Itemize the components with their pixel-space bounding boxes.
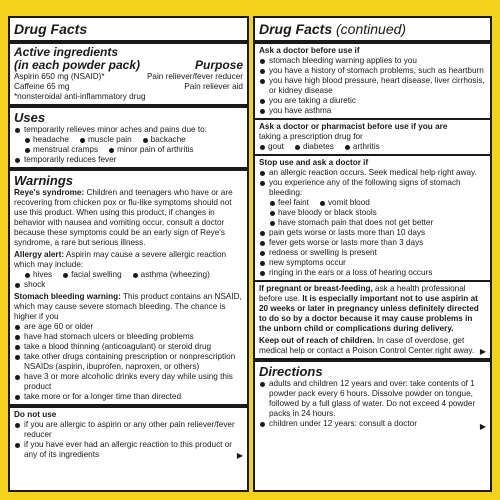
ask-doctor-item: you are taking a diuretic <box>259 96 486 106</box>
drug-facts-right-panel <box>253 16 492 492</box>
directions-item: adults and children 12 years and over: take contents of 1 powder pack every 6 hours. Dissolve powder on tongue, followed by a full glass of water. Do not exceed 4 powder packs in 24 hours. <box>259 379 486 419</box>
ingredient-purpose: Pain reliever/fever reducer <box>146 72 243 81</box>
do-not-use-item: if you have ever had an allergic reaction to this product or any of its ingredients <box>14 440 243 460</box>
bleeding-sign: have bloody or black stools <box>269 208 377 218</box>
stop-use-title: Stop use and ask a doctor if <box>259 158 369 167</box>
ingredient-row <box>14 72 243 82</box>
drug-facts-left-panel <box>8 16 249 492</box>
continue-arrow-icon: ▶ <box>479 422 486 431</box>
pregnancy-label: If pregnant or breast-feeding, <box>259 284 373 293</box>
allergy-alert: Allergy alert: Aspirin may cause a severe allergic reaction which may include: <box>14 250 227 269</box>
do-not-use-item: if you are allergic to aspirin or any other pain reliever/fever reducer <box>14 420 243 440</box>
stomach-item: are age 60 or older <box>14 322 243 332</box>
prescription-item: arthritis <box>344 142 380 152</box>
stop-use-item: redness or swelling is present <box>259 248 486 258</box>
continue-arrow-icon: ▶ <box>236 451 243 460</box>
stomach-item: take more or for a longer time than directed <box>14 392 243 402</box>
allergy-label: Allergy alert: <box>14 250 65 259</box>
ingredient-name: Aspirin 650 mg (NSAID)* <box>14 72 105 81</box>
ask-pharmacist-line: taking a prescription drug for <box>259 132 363 141</box>
keep-out-label: Keep out of reach of children. <box>259 336 375 345</box>
stomach-bleeding-warning: Stomach bleeding warning: This product contains an NSAID, which may cause severe stomach bleeding. The chance is higher if you <box>14 292 242 321</box>
nsaid-footnote: *nonsteroidal anti-inflammatory drug <box>14 92 146 101</box>
uses-item: headache <box>24 135 69 145</box>
continue-arrow-icon: ▶ <box>479 347 486 356</box>
do-not-use-title: Do not use <box>14 410 57 419</box>
warnings-title: Warnings <box>14 173 73 188</box>
ask-doctor-item: you have asthma <box>259 106 486 116</box>
allergy-item: shock <box>14 280 243 290</box>
stomach-item: have 3 or more alcoholic drinks every day while using this product <box>14 372 243 392</box>
uses-last: temporarily reduces fever <box>14 155 243 165</box>
ask-pharmacist-title: Ask a doctor or pharmacist before use if you are <box>259 122 448 131</box>
allergy-list <box>14 270 243 280</box>
bleeding-sign: feel faint <box>269 198 309 208</box>
allergy-item: hives <box>24 270 52 280</box>
active-ingredients-title: Active ingredients <box>14 45 119 59</box>
active-ingredients-section <box>10 44 247 108</box>
purpose-heading: Purpose <box>194 58 243 72</box>
stop-use-item: fever gets worse or lasts more than 3 days <box>259 238 486 248</box>
uses-list <box>14 135 243 155</box>
uses-item: muscle pain <box>79 135 132 145</box>
keep-out-of-reach: Keep out of reach of children. In case of overdose, get medical help or contact a Poison Control Center right away. <box>259 336 475 355</box>
stop-use-item: pain gets worse or lasts more than 10 days <box>259 228 486 238</box>
drug-facts-continued-header <box>255 18 490 44</box>
bleeding-signs-list <box>259 198 486 228</box>
panel-title: Drug Facts <box>14 21 88 37</box>
ask-doctor-item: you have a history of stomach problems, such as heartburn <box>259 66 486 76</box>
reye-label: Reye's syndrome: <box>14 188 85 197</box>
do-not-use-section <box>10 406 247 462</box>
ask-doctor-title: Ask a doctor before use if <box>259 46 360 55</box>
stop-use-item: an allergic reaction occurs. Seek medical help right away. <box>259 168 486 178</box>
stomach-item: take a blood thinning (anticoagulant) or steroid drug <box>14 342 243 352</box>
directions-section <box>255 362 490 431</box>
ask-doctor-item: you have high blood pressure, heart disease, liver cirrhosis, or kidney disease <box>259 76 486 96</box>
stop-use-section <box>255 156 490 282</box>
bleeding-sign: vomit blood <box>319 198 370 208</box>
reye-warning: Reye's syndrome: Children and teenagers who have or are recovering from chicken pox or flu-like symptoms should not use this product. When using this product, if changes in behavior with nausea and vomiting occur, consult a doctor because these symptoms could be an early sign of Reye's syndrome, a rare but serious illness. <box>14 188 233 247</box>
ingredient-purpose: Pain reliever aid <box>184 82 243 91</box>
pregnancy-bold-warning: It is especially important not to use aspirin at 20 weeks or later in pregnancy unless definitely directed to do so by a doctor because it may cause problems in the unborn child or complications during delivery. <box>259 294 479 333</box>
ask-pharmacist-section <box>255 120 490 156</box>
active-ingredients-subtitle: (in each powder pack) <box>14 58 141 72</box>
stop-use-item: ringing in the ears or a loss of hearing occurs <box>259 268 486 278</box>
prescription-item: gout <box>259 142 284 152</box>
allergy-item: asthma (wheezing) <box>132 270 210 280</box>
uses-item: backache <box>142 135 186 145</box>
directions-title: Directions <box>259 364 323 379</box>
stop-use-item: new symptoms occur <box>259 258 486 268</box>
uses-intro: temporarily relieves minor aches and pains due to: <box>14 125 243 135</box>
uses-title: Uses <box>14 110 46 125</box>
stop-use-item: you experience any of the following signs of stomach bleeding: <box>259 178 486 198</box>
ingredient-row <box>14 82 243 92</box>
prescription-item: diabetes <box>294 142 334 152</box>
continued-label: (continued) <box>336 21 407 37</box>
drug-facts-header <box>10 18 247 44</box>
stomach-item: have had stomach ulcers or bleeding problems <box>14 332 243 342</box>
pregnancy-warning: If pregnant or breast-feeding, ask a health professional before use. It is especially important not to use aspirin at 20 weeks or later in pregnancy unless definitely directed to do so by a doctor because it may cause problems in the unborn child or complications during delivery. <box>259 284 479 333</box>
ask-doctor-item: stomach bleeding warning applies to you <box>259 56 486 66</box>
uses-item: minor pain of arthritis <box>108 145 193 155</box>
ingredient-name: Caffeine 65 mg <box>14 82 70 91</box>
stomach-label: Stomach bleeding warning: <box>14 292 121 301</box>
stomach-item: take other drugs containing prescription or nonprescription NSAIDs (aspirin, ibuprofen, naproxen, or others) <box>14 352 243 372</box>
ask-doctor-section <box>255 44 490 120</box>
bleeding-sign: have stomach pain that does not get better <box>269 218 433 228</box>
uses-item: menstrual cramps <box>24 145 98 155</box>
warnings-section <box>10 171 247 406</box>
panel-title: Drug Facts (continued) <box>259 21 407 37</box>
pregnancy-section <box>255 282 490 362</box>
prescription-list <box>259 142 486 152</box>
allergy-item: facial swelling <box>62 270 122 280</box>
directions-item: children under 12 years: consult a doctor <box>259 419 486 429</box>
uses-section <box>10 108 247 171</box>
